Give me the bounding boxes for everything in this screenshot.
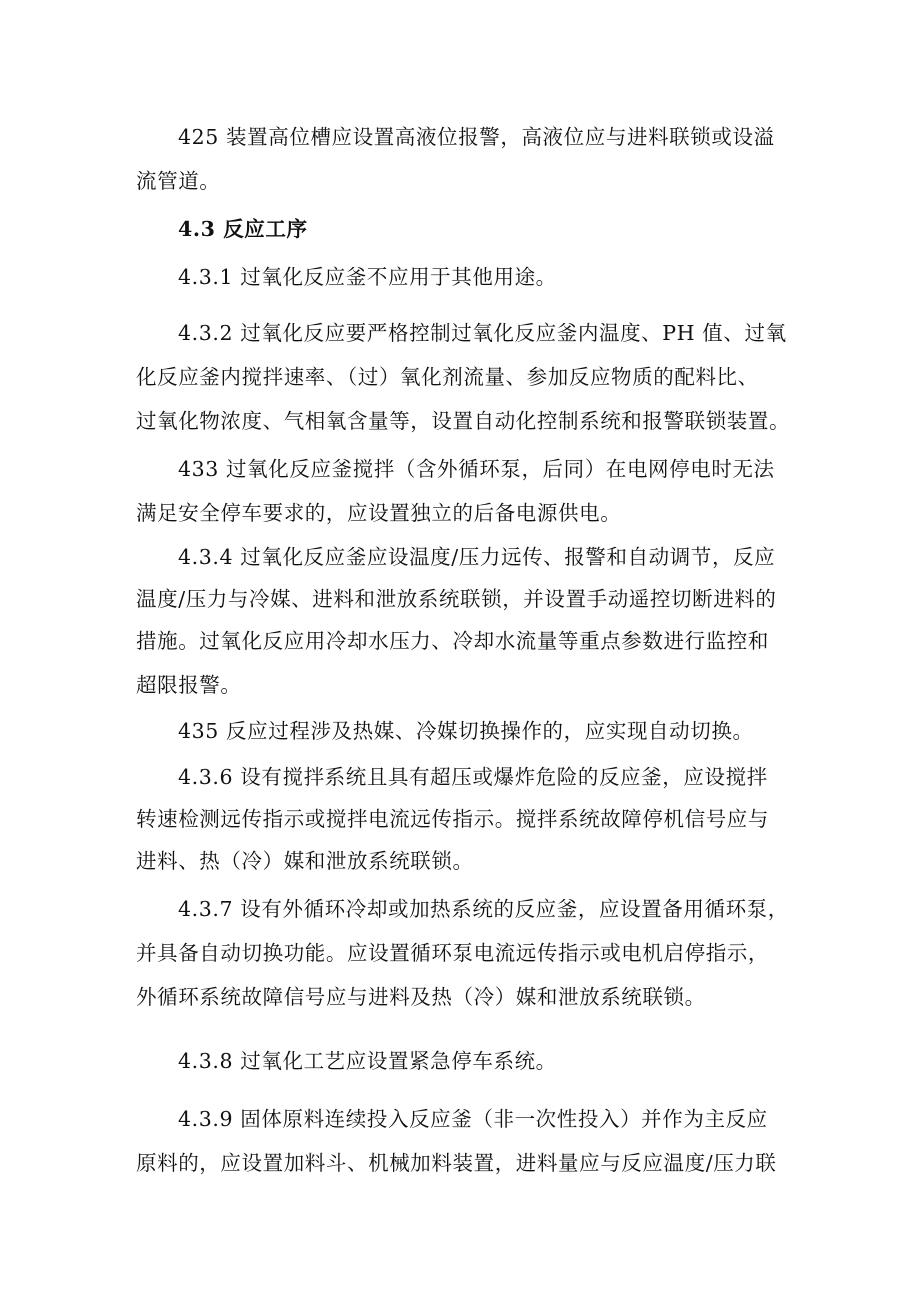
clause-4-3-2-line-2: 化反应釜内搅拌速率、（过）氧化剂流量、参加反应物质的配料比、 [136,365,759,389]
clause-4-2-5-line-2: 流管道。 [136,169,221,193]
clause-4-3-9-line-2: 原料的，应设置加料斗、机械加料装置，进料量应与反应温度/压力联 [136,1151,777,1175]
clause-4-3-4-line-1: 4.3.4 过氧化反应釜应设温度/压力远传、报警和自动调节，反应 [178,545,776,569]
clause-4-3-4-line-4: 超限报警。 [136,673,242,697]
clause-4-3-5: 435 反应过程涉及热媒、冷媒切换操作的，应实现自动切换。 [178,719,754,743]
clause-4-2-5-line-1: 425 装置高位槽应设置高液位报警，高液位应与进料联锁或设溢 [178,125,775,149]
clause-4-3-7-line-1: 4.3.7 设有外循环冷却或加热系统的反应釜，应设置备用循环泵， [178,897,789,921]
clause-4-3-7-line-3: 外循环系统故障信号应与进料及热（冷）媒和泄放系统联锁。 [136,985,706,1009]
clause-4-3-9-line-1: 4.3.9 固体原料连续投入反应釜（非一次性投入）并作为主反应 [178,1107,768,1131]
clause-4-3-2-line-1: 4.3.2 过氧化反应要严格控制过氧化反应釜内温度、PH 值、过氧 [178,321,787,345]
clause-4-3-6-line-3: 进料、热（冷）媒和泄放系统联锁。 [136,849,474,873]
section-heading-4-3: 4.3 反应工序 [178,217,308,241]
clause-4-3-1: 4.3.1 过氧化反应釜不应用于其他用途。 [178,265,557,289]
clause-4-3-6-line-2: 转速检测远传指示或搅拌电流远传指示。搅拌系统故障停机信号应与 [136,807,769,831]
clause-4-3-2-line-3: 过氧化物浓度、气相氧含量等，设置自动化控制系统和报警联锁装置。 [136,409,791,433]
clause-4-3-7-line-2: 并具备自动切换功能。应设置循环泵电流远传指示或电机启停指示， [136,941,769,965]
clause-4-3-4-line-2: 温度/压力与冷媒、进料和泄放系统联锁，并设置手动遥控切断进料的 [136,587,777,611]
clause-4-3-3-line-2: 满足安全停车要求的，应设置独立的后备电源供电。 [136,501,622,525]
clause-4-3-4-line-3: 措施。过氧化反应用冷却水压力、冷却水流量等重点参数进行监控和 [136,629,769,653]
clause-4-3-8: 4.3.8 过氧化工艺应设置紧急停车系统。 [178,1049,557,1073]
clause-4-3-3-line-1: 433 过氧化反应釜搅拌（含外循环泵，后同）在电网停电时无法 [178,457,775,481]
clause-4-3-6-line-1: 4.3.6 设有搅拌系统且具有超压或爆炸危险的反应釜，应设搅拌 [178,765,768,789]
